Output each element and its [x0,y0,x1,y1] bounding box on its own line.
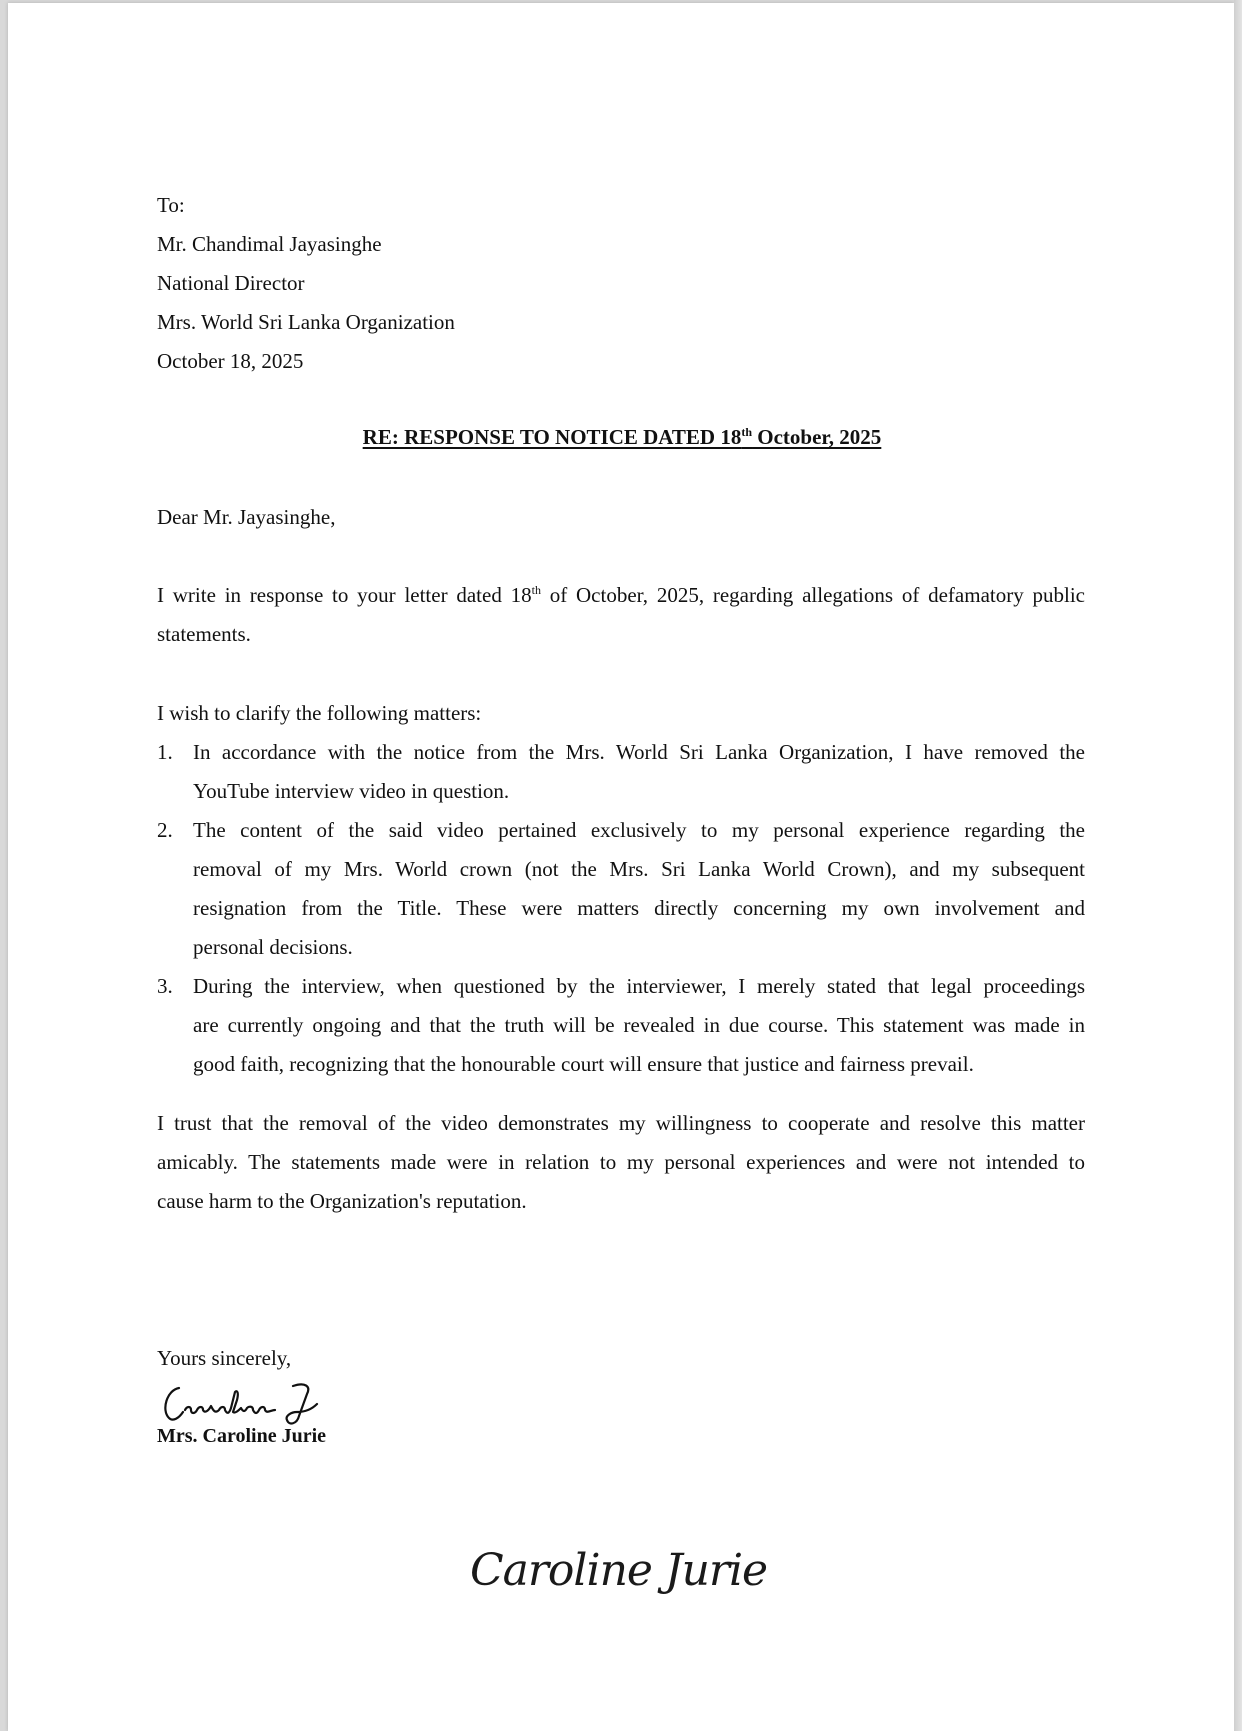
subject-ordinal: th [741,425,753,439]
list-item-line: good faith, recognizing that the honourable court will ensure that justice and fairness prevail. [193,1052,974,1076]
list-item-line: personal decisions. [193,935,353,959]
recipient-title: National Director [157,271,305,295]
handwritten-signature [157,1380,357,1430]
list-item-line: YouTube interview video in question. [193,779,510,803]
intro-line-2: statements. [157,622,251,646]
intro-ordinal: th [531,583,541,597]
signoff: Yours sincerely, [157,1346,292,1370]
to-label: To: [157,193,185,217]
clarify-lead: I wish to clarify the following matters: [157,701,482,725]
list-number: 2. [157,818,173,842]
recipient-name: Mr. Chandimal Jayasinghe [157,232,382,256]
list-item-line: The content of the said video pertained exclusively to my personal experience regarding the [193,818,1085,842]
letter-date: October 18, 2025 [157,349,304,373]
list-item-line: resignation from the Title. These were matters directly concerning my own involvement and [193,896,1085,920]
list-number: 3. [157,974,173,998]
subject-prefix: RE: RESPONSE TO NOTICE DATED 18 [362,425,742,449]
signatory-name: Mrs. Caroline Jurie [157,1425,327,1447]
page-edge [1234,0,1242,1731]
closing-line: I trust that the removal of the video demonstrates my willingness to cooperate and resolve this matter [157,1111,1085,1135]
list-item-line: removal of my Mrs. World crown (not the Mrs. Sri Lanka World Crown), and my subsequent [193,857,1085,881]
intro-text-a: I write in response to your letter dated 18 [157,583,532,607]
intro-line-1 [157,583,1085,607]
closing-line: cause harm to the Organization's reputation. [157,1189,527,1213]
list-item-line: In accordance with the notice from the Mrs. World Sri Lanka Organization, I have removed the [193,740,1085,764]
recipient-organization: Mrs. World Sri Lanka Organization [157,310,455,334]
list-item-line: are currently ongoing and that the truth will be revealed in due course. This statement was made in [193,1013,1085,1037]
list-item-line: During the interview, when questioned by the interviewer, I merely stated that legal proceedings [193,974,1085,998]
salutation: Dear Mr. Jayasinghe, [157,505,336,529]
list-number: 1. [157,740,173,764]
subject-heading [339,425,905,449]
subject-suffix: October, 2025 [752,425,882,449]
closing-line: amicably. The statements made were in relation to my personal experiences and were not intended to [157,1150,1085,1174]
intro-text-b: of October, 2025, regarding allegations of defamatory public [540,583,1085,607]
script-signature: Caroline Jurie [470,1545,768,1596]
